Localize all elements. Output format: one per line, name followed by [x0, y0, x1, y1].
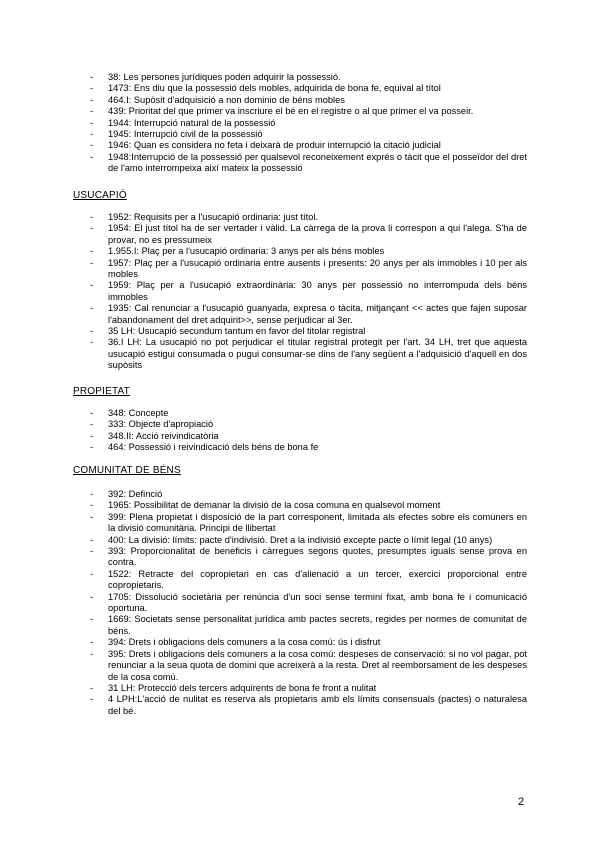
propietat-article-list [90, 408, 527, 454]
list-item: - 1473: Ens diu que la possessió dels mobles, adquirida de bona fe, equival al títol [90, 83, 527, 94]
list-item: - 1944: Interrupció natural de la possessió [90, 118, 527, 129]
usucapio-article-list [90, 212, 527, 372]
list-item: - 333: Objecte d'apropiació [90, 419, 527, 430]
section-heading-propietat: PROPIETAT [73, 386, 130, 397]
list-item: - 31 LH: Protecció dels tercers adquirents de bona fe front a nulitat [90, 683, 527, 694]
list-item: - 1.955.I: Plaç per a l'usucapió ordinaria: 3 anys per als béns mobles [90, 246, 527, 257]
list-item: - 464: Possessió i reivindicació dels béns de bona fe [90, 442, 527, 453]
list-item: - 1952: Requisits per a l'usucapió ordinaria: just títol. [90, 212, 527, 223]
possession-article-list [90, 72, 527, 175]
list-item: - 395: Drets i obligacions dels comuners a la cosa comú: despeses de conservació: si no vol pagar, pot renunciar a la seua quota de domini que acreixerà a la resta. Dret al reemborsament de les despeses de la cosa comú. [90, 649, 527, 683]
list-item: - 36.I LH: La usucapió no pot perjudicar el titular registral protegit per l'art. 34 LH, tret que aquesta usucapió estigui consumada o pugui consumar-se dins de l'any següent a l'adquisició d'aquell en dos supòsits [90, 337, 527, 371]
list-item: - 35 LH: Usucapió secundum tantum en favor del titolar registral [90, 326, 527, 337]
page-number: 2 [518, 796, 525, 808]
list-item: - 1965: Possibilitat de demanar la divisió de la cosa comuna en qualsevol moment [90, 500, 527, 511]
list-item: - 1705: Dissolució societària per renúncia d'un soci sense termini fixat, amb bona fe i comunicació oportuna. [90, 592, 527, 615]
list-item: - 393: Proporcionalitat de beneficis i càrregues segons quotes, presumptes iguals sense prova en contra. [90, 546, 527, 569]
list-item: - 1954: El just títol ha de ser vertader i vàlid. La càrrega de la prova li correspon a qui l'alega. S'ha de provar, no es pressumeix [90, 223, 527, 246]
list-item: - 348.II: Acció reivindicatòria [90, 431, 527, 442]
list-item: - 1669: Societats sense personalitat jurídica amb pactes secrets, regides per normes de comunitat de béns. [90, 614, 527, 637]
section-heading-comunitat-de-bens: COMUNITAT DE BÉNS [73, 465, 181, 476]
list-item: - 439: Prioritat del que primer va inscriure el bé en el registre o al que primer el va posseir. [90, 106, 527, 117]
list-item: - 399: Plena propietat i disposició de la part corresponent, limitada als efectes sobre els comuners en la divisió comunitària. Principi de llibertat [90, 512, 527, 535]
list-item: - 1946: Quan es considera no feta i deixarà de produir interrupció la citació judicial [90, 140, 527, 151]
list-item: - 348: Concepte [90, 408, 527, 419]
list-item: - 4 LPH:L'acció de nulitat es reserva als propietaris amb els límits consensuals (pactes) o naturalesa del bé. [90, 694, 527, 717]
list-item: - 394: Drets i obligacions dels comuners a la cosa comú: ús i disfrut [90, 637, 527, 648]
list-item: - 400: La divisió: límits: pacte d'indivisió. Dret a la indivisió excepte pacte o límit legal (10 anys) [90, 535, 527, 546]
list-item: - 1945: Interrupció civil de la possessió [90, 129, 527, 140]
list-item: - 38: Les persones jurídiques poden adquirir la possessió. [90, 72, 527, 83]
list-item: - 1522: Retracte del copropietari en cas d'alienació a un tercer, exercici proporcional entre copropietaris. [90, 569, 527, 592]
list-item: - 1948:Interrupció de la possessió per qualsevol reconeixement exprés o tàcit que el posseïdor del dret de l'amo interrompeixa així mateix la possessió [90, 152, 527, 175]
list-item: - 1957: Plaç per a l'usucapió ordinaria entre ausents i presents: 20 anys per als immobles i 10 per als mobles [90, 258, 527, 281]
list-item: - 464.I: Supòsit d'adquisició a non dominio de béns mobles [90, 95, 527, 106]
list-item: - 1935: Cal renunciar a l'usucapió guanyada, expresa o tàcita, mitjançant << actes que fajen suposar l'abandonament del dret adquirit>>, sense perjudicar al 3er. [90, 303, 527, 326]
list-item: - 1959: Plaç per a l'usucapió extraordinària: 30 anys per possessió no interrompuda dels béns immobles [90, 280, 527, 303]
list-item: - 392: Definció [90, 489, 527, 500]
section-heading-usucapio: USUCAPIÓ [73, 190, 127, 201]
comunitat-article-list [90, 489, 527, 717]
